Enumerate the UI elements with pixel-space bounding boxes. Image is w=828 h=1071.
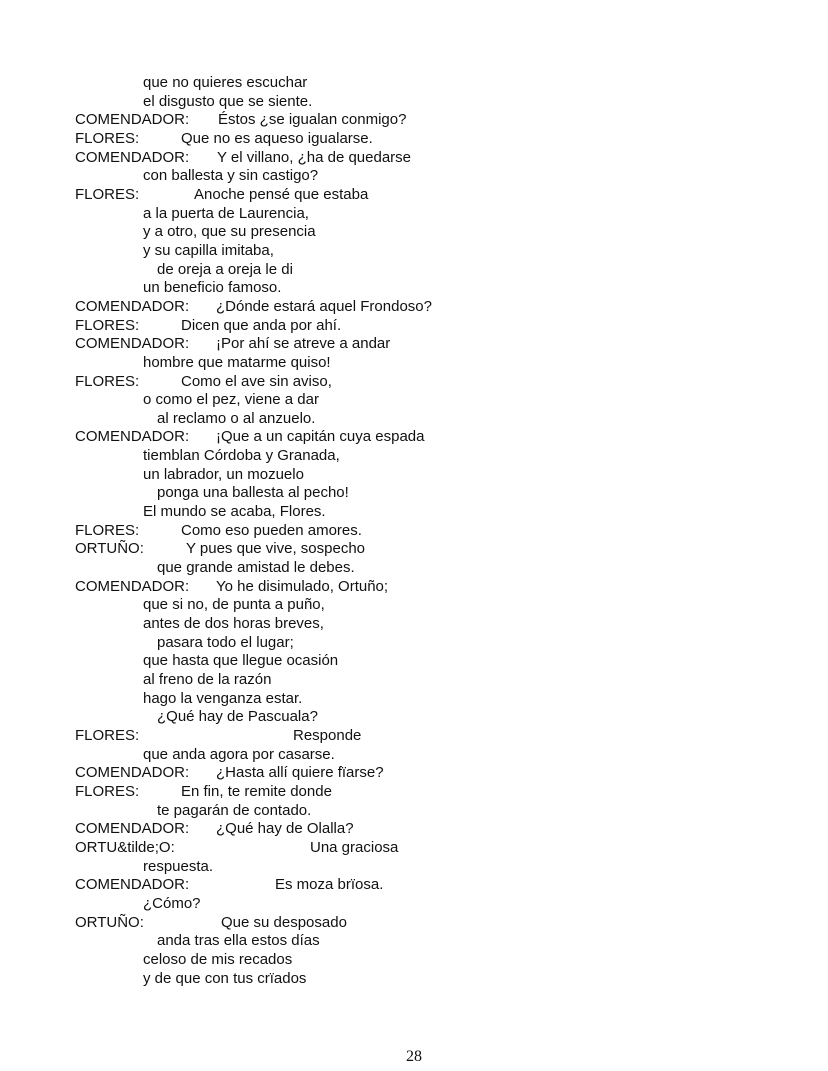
- speaker-name: COMENDADOR:: [75, 111, 190, 129]
- speech-line: ORTUÑO: Y pues que vive, sospecho: [75, 540, 366, 558]
- verse-line: y a otro, que su presencia: [143, 223, 316, 241]
- verse-line: antes de dos horas breves,: [143, 615, 324, 633]
- speaker-name: COMENDADOR:: [75, 297, 190, 315]
- speech-line: FLORES: Anoche pensé que estaba: [75, 185, 369, 203]
- verse-line: tiemblan Córdoba y Granada,: [143, 447, 340, 465]
- verse-line: que grande amistad le debes.: [157, 559, 355, 577]
- verse-line: el disgusto que se siente.: [143, 92, 313, 110]
- verse-line: pasara todo el lugar;: [157, 633, 294, 651]
- verse-line: al freno de la razón: [143, 671, 272, 688]
- speaker-name: ORTUÑO:: [75, 540, 144, 558]
- speech-line: COMENDADOR: Yo he disimulado, Ortuño;: [75, 577, 389, 595]
- speaker-name: FLORES:: [75, 372, 140, 390]
- speaker-name: COMENDADOR:: [75, 577, 190, 595]
- verse-line: celoso de mis recados: [143, 950, 293, 968]
- verse-line: o como el pez, viene a dar: [143, 391, 319, 409]
- speaker-name: FLORES:: [75, 782, 140, 800]
- play-text: [0, 74, 828, 988]
- speaker-name: FLORES:: [75, 316, 140, 334]
- verse-line: al reclamo o al anzuelo.: [157, 409, 316, 427]
- verse-line: de oreja a oreja le di: [157, 260, 293, 278]
- speaker-name: ORTUÑO:: [75, 913, 144, 931]
- verse-line: un labrador, un mozuelo: [143, 465, 304, 483]
- speaker-name: FLORES:: [75, 185, 140, 203]
- speech-line: COMENDADOR: ¿Qué hay de Olalla?: [75, 820, 354, 838]
- speaker-name: COMENDADOR:: [75, 876, 190, 894]
- speaker-name: FLORES:: [75, 521, 140, 539]
- speech-line: FLORES: Dicen que anda por ahí.: [75, 316, 342, 334]
- speech-line: COMENDADOR: ¡Por ahí se atreve a andar: [75, 335, 391, 353]
- speaker-name: FLORES:: [75, 726, 140, 744]
- verse-line: El mundo se acaba, Flores.: [143, 503, 326, 521]
- verse-line: respuesta.: [143, 857, 214, 875]
- verse-line: y de que con tus crïados: [143, 969, 307, 987]
- speech-line: COMENDADOR: ¿Dónde estará aquel Frondoso?: [75, 297, 432, 315]
- verse-line: y su capilla imitaba,: [143, 241, 274, 259]
- verse-line: hombre que matarme quiso!: [143, 353, 331, 371]
- verse-line: hago la venganza estar.: [143, 689, 303, 707]
- speech-line: ORTUÑO: Que su desposado: [75, 913, 347, 931]
- verse-line: que hasta que llegue ocasión: [143, 652, 339, 670]
- speech-line: FLORES: Responde: [75, 726, 362, 744]
- verse-line: que no quieres escuchar: [143, 74, 308, 91]
- verse-line: ¿Cómo?: [143, 894, 201, 912]
- verse-line: ¿Qué hay de Pascuala?: [157, 708, 318, 726]
- verse-line: ponga una ballesta al pecho!: [157, 484, 349, 502]
- verse-line: un beneficio famoso.: [143, 279, 282, 297]
- speaker-name: ORTU&tilde;O:: [75, 838, 175, 856]
- verse-line: con ballesta y sin castigo?: [143, 167, 319, 185]
- speech-line: COMENDADOR: Es moza brïosa.: [75, 876, 384, 894]
- speech-line: COMENDADOR: ¿Hasta allí quiere fïarse?: [75, 764, 384, 782]
- verse-line: te pagarán de contado.: [157, 801, 312, 819]
- speaker-name: COMENDADOR:: [75, 335, 190, 353]
- speech-line: FLORES: Como eso pueden amores.: [75, 521, 362, 539]
- speaker-name: COMENDADOR:: [75, 428, 190, 446]
- verse-line: a la puerta de Laurencia,: [143, 204, 309, 222]
- verse-line: que si no, de punta a puño,: [143, 596, 325, 614]
- speech-line: ORTU&tilde;O: Una graciosa: [75, 838, 399, 856]
- speaker-name: FLORES:: [75, 129, 140, 147]
- page-number: 28: [406, 1048, 422, 1065]
- speech-line: COMENDADOR: Éstos ¿se igualan conmigo?: [75, 111, 407, 129]
- speech-line: FLORES: Que no es aqueso igualarse.: [75, 129, 373, 147]
- speech-line: COMENDADOR: Y el villano, ¿ha de quedarse: [75, 148, 412, 166]
- speech-line: COMENDADOR: ¡Que a un capitán cuya espada: [75, 428, 425, 446]
- speech-line: FLORES: En fin, te remite donde: [75, 782, 332, 800]
- verse-line: que anda agora por casarse.: [143, 745, 335, 763]
- speech-line: FLORES: Como el ave sin aviso,: [75, 372, 332, 390]
- verse-line: anda tras ella estos días: [157, 932, 320, 950]
- speaker-name: COMENDADOR:: [75, 820, 190, 838]
- speaker-name: COMENDADOR:: [75, 148, 190, 166]
- speaker-name: COMENDADOR:: [75, 764, 190, 782]
